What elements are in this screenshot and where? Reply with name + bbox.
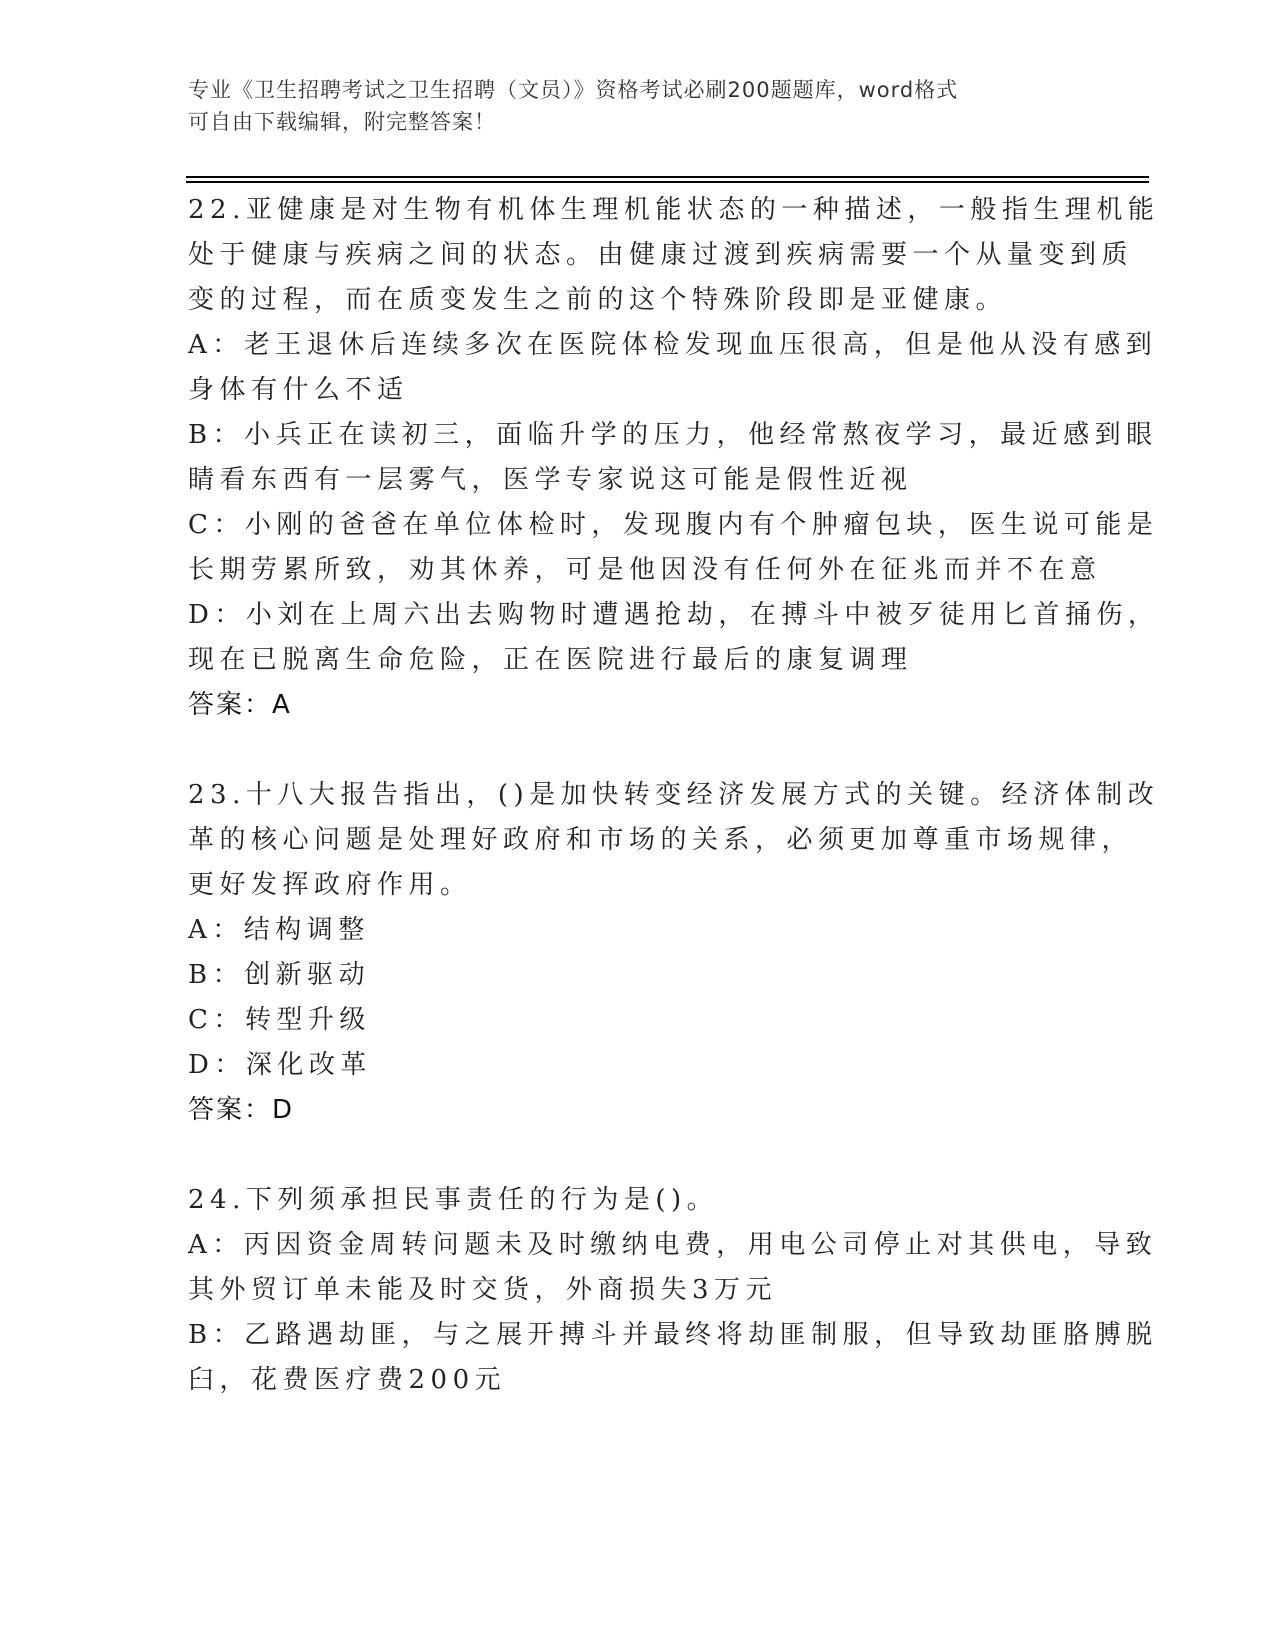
answer-label: 答案：A [188, 690, 292, 720]
question-stem-line: 革的核心问题是处理好政府和市场的关系，必须更加尊重市场规律， [188, 825, 1134, 855]
question-stem-line: 24.下列须承担民事责任的行为是()。 [188, 1185, 719, 1215]
question-24 [188, 1178, 1158, 1403]
option-line: A：丙因资金周转问题未及时缴纳电费，用电公司停止对其供电，导致 [188, 1230, 1158, 1260]
option-line: 身体有什么不适 [188, 375, 409, 405]
option-b [188, 1313, 1158, 1403]
header-line-1: 专业《卫生招聘考试之卫生招聘（文员）》资格考试必刷200题题库，word格式 [188, 78, 959, 102]
option-c: C：转型升级 [188, 1005, 371, 1035]
header-rule-bottom [186, 181, 1149, 183]
option-line: 其外贸订单未能及时交货，外商损失3万元 [188, 1275, 778, 1305]
document-header [188, 74, 1068, 138]
question-stem-line: 22.亚健康是对生物有机体生理机能状态的一种描述，一般指生理机能 [188, 195, 1160, 225]
option-c [188, 503, 1159, 593]
question-stem-line: 处于健康与疾病之间的状态。由健康过渡到疾病需要一个从量变到质 [188, 240, 1134, 270]
question-22 [188, 188, 1160, 728]
option-line: B：小兵正在读初三，面临升学的压力，他经常熬夜学习，最近感到眼 [188, 420, 1158, 450]
question-23 [188, 773, 1160, 1133]
question-stem-line: 更好发挥政府作用。 [188, 870, 472, 900]
option-line: 臼，花费医疗费200元 [188, 1365, 507, 1395]
option-line: 睛看东西有一层雾气，医学专家说这可能是假性近视 [188, 465, 913, 495]
option-b [188, 413, 1158, 503]
question-stem-line: 变的过程，而在质变发生之前的这个特殊阶段即是亚健康。 [188, 285, 1008, 315]
option-line: A：老王退休后连续多次在医院体检发现血压很高，但是他从没有感到 [188, 330, 1158, 360]
option-b: B：创新驱动 [188, 960, 371, 990]
option-line: 现在已脱离生命危险，正在医院进行最后的康复调理 [188, 645, 913, 675]
option-d [188, 593, 1160, 683]
option-line: C：小刚的爸爸在单位体检时，发现腹内有个肿瘤包块，医生说可能是 [188, 510, 1159, 540]
option-line: D：小刘在上周六出去购物时遭遇抢劫，在搏斗中被歹徒用匕首捅伤， [188, 600, 1160, 630]
option-line: 长期劳累所致，劝其休养，可是他因没有任何外在征兆而并不在意 [188, 555, 1102, 585]
question-stem-line: 23.十八大报告指出，()是加快转变经济发展方式的关键。经济体制改 [188, 780, 1160, 810]
option-line: B：乙路遇劫匪，与之展开搏斗并最终将劫匪制服，但导致劫匪胳膊脱 [188, 1320, 1158, 1350]
option-a [188, 323, 1158, 413]
option-d: D：深化改革 [188, 1050, 372, 1080]
option-a: A：结构调整 [188, 915, 370, 945]
header-rule-top [186, 176, 1149, 178]
answer-label: 答案：D [188, 1095, 295, 1125]
question-list [188, 188, 1160, 1448]
option-a [188, 1223, 1158, 1313]
header-line-2: 可自由下载编辑，附完整答案！ [188, 110, 496, 134]
